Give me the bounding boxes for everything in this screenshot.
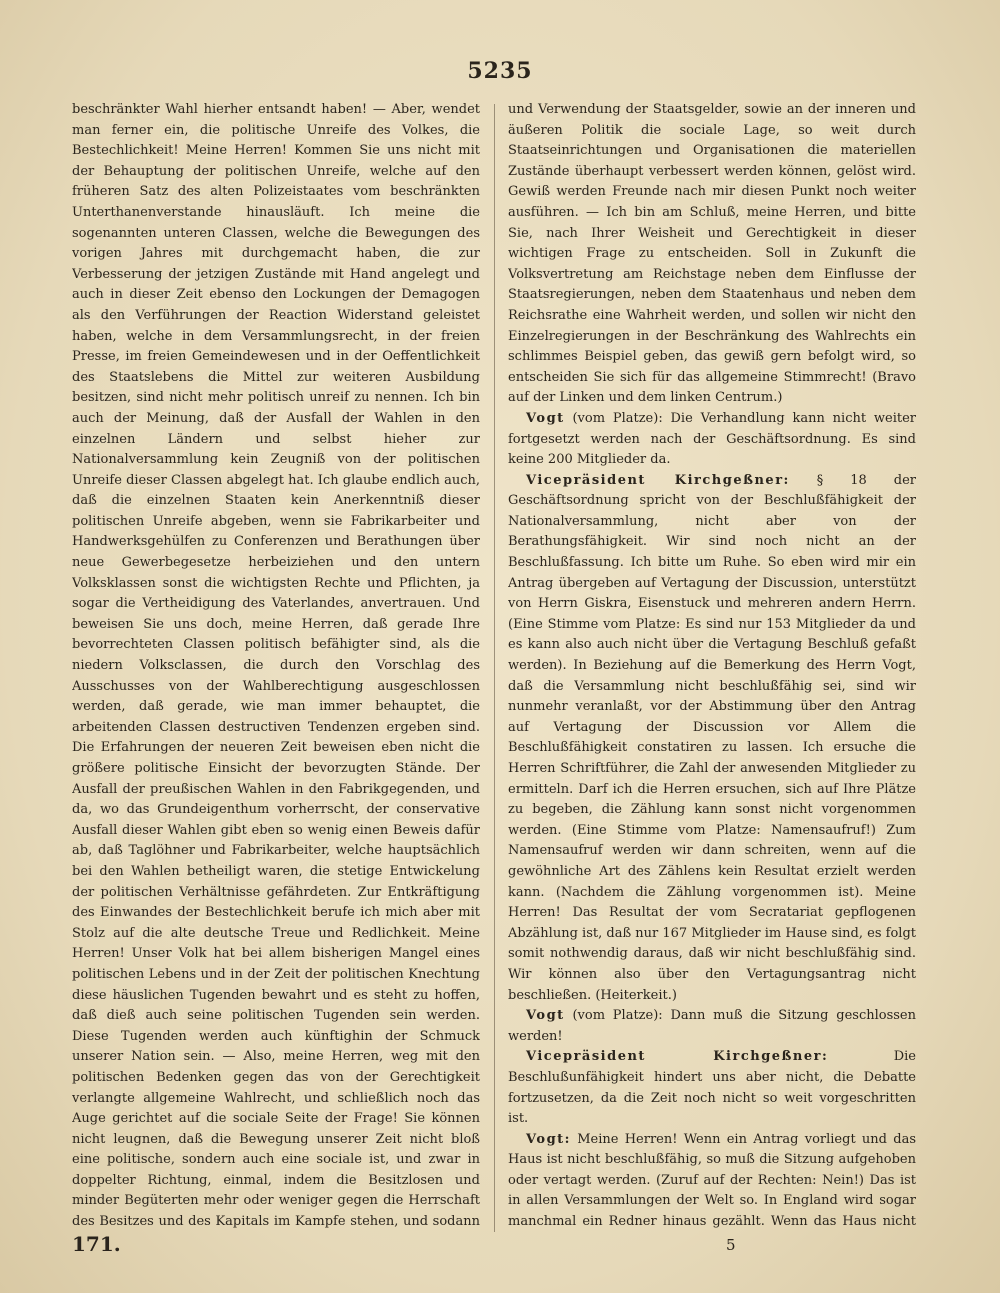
speaker-name: Vogt [526, 1008, 565, 1024]
speech-text: (vom Platze): Dann muß die Sitzung geschlossen werden! [508, 1008, 916, 1044]
speech-text: (vom Platze): Die Verhandlung kann nicht weiter fortgesetzt werden nach der Geschäftsordnung. Es sind keine 200 Mitglieder da. [508, 410, 916, 468]
speech-vogt [508, 1130, 916, 1230]
speech-text: Meine Herren! Wenn ein Antrag vorliegt und das Haus ist nicht beschlußfähig, so muß die Sitzung aufgehoben oder vertagt werden. (Zuruf auf der Rechten: Nein!) Das ist in allen Versammlungen der Welt so. In England wird sogar manchmal ein Redner hinaus gezählt. Wenn das Haus nicht [508, 1131, 916, 1230]
paragraph: beschränkter Wahl hierher entsandt haben! — Aber, wendet man ferner ein, die politische Unreife des Volkes, die Bestechlichkeit! Meine Herren! Kommen Sie uns nicht mit der Behauptung der politischen Unreife, welche auf den früheren Satz des alten Polizeistaates vom beschränkten Unterthanenverstande hinausläuft. Ich meine die sogenannten unteren Classen, welche die Bewegungen des vorigen Jahres mit durchgemacht haben, die zur Verbesserung der jetzigen Zustände mit Hand angelegt und auch in dieser Zeit ebenso den Lockungen der Demagogen als den Verführungen der Reaction Widerstand geleistet haben, welche in dem Versammlungsrecht, in der freien Presse, im freien Gemeindewesen und in der Oeffentlichkeit des Staatslebens die Mittel zur weiteren Ausbildung besitzen, sind nicht mehr politisch unreif zu nennen. Ich bin auch der Meinung, daß der Ausfall der Wahlen in den einzelnen Ländern und selbst hieher zur Nationalversammlung kein Zeugniß von der politischen Unreife dieser Classen abgelegt hat. Ich glaube endlich auch, daß die einzelnen Staaten kein Anerkenntniß dieser politischen Unreife abgeben, wenn sie Fabrikarbeiter und Handwerksgehülfen zu Conferenzen und Berathungen über neue Gewerbegesetze herbeiziehen und den untern Volksklassen sonst die wichtigsten Rechte und Pflichten, ja sogar die Vertheidigung des Vaterlandes, anvertrauen. Und beweisen Sie uns doch, meine Herren, daß gerade Ihre bevorrechteten Classen politisch befähigter sind, als die niedern Volksclassen, die durch den Vorschlag des Ausschusses von der Wahlberechtigung ausgeschlossen werden, daß gerade, wie man immer behauptet, die arbeitenden Classen destructiven Tendenzen ergeben sind. Die Erfahrungen der neueren Zeit beweisen eben nicht die größere politische Einsicht der bevorzugten Stände. Der Ausfall der preußischen Wahlen in den Fabrikgegenden, und da, wo das Grundeigenthum vorherrscht, der conservative Ausfall dieser Wahlen gibt eben so wenig einen Beweis dafür ab, daß Taglöhner und Fabrikarbeiter, welche hauptsächlich bei den Wahlen betheiligt waren, die stetige Entwickelung der politischen Verhältnisse gefährdeten. Zur Entkräftigung des Einwandes der Bestechlichkeit berufe ich mich aber mit Stolz auf die alte deutsche Treue und Redlichkeit. Meine Herren! Unser Volk hat bei allem bisherigen Mangel eines politischen Lebens und in der Zeit der politischen Knechtung diese häuslichen Tugenden bewahrt und es steht zu hoffen, daß dieß auch seine politischen Tugenden sein werden. Diese Tugenden werden auch künftighin der Schmuck unserer Nation sein. — Also, meine Herren, weg mit den politischen Bedenken gegen das von der Gerechtigkeit verlangte allgemeine Wahlrecht, und schließlich noch das Auge gerichtet auf die sociale Seite der Frage! Sie können nicht leugnen, daß die Bewegung unserer Zeit nicht bloß eine politische, sondern auch eine sociale ist, und zwar in doppelter Richtung, einmal, indem die Besitzlosen und minder Begüterten mehr oder weniger gegen die Herrschaft des Besitzes und des Kapitals im Kampfe stehen, und sodann [72, 102, 480, 1230]
speaker-name: Vogt [526, 410, 565, 426]
speech-text: Die Beschlußunfähigkeit hindert uns aber nicht, die Debatte fortzusetzen, da die Zeit noch nicht so weit vorgeschritten ist. [508, 1049, 916, 1127]
speech-vicepresident [508, 1047, 916, 1129]
speaker-name: Vogt: [526, 1131, 571, 1147]
right-column [508, 100, 916, 1230]
left-column [72, 100, 480, 1230]
speaker-name: Vicepräsident Kirchgeßner: [526, 472, 790, 488]
speech-vogt [508, 409, 916, 471]
signature-mark: 171. [72, 1232, 121, 1256]
quire-mark: 5 [726, 1236, 736, 1254]
column-divider [494, 104, 495, 1232]
speech-vogt [508, 1006, 916, 1047]
paragraph: und Verwendung der Staatsgelder, sowie an der inneren und äußeren Politik die sociale Lage, so weit durch Staatseinrichtungen und Organisationen die materiellen Zustände überhaupt verbessert werden können, gelöst wird. Gewiß werden Freunde nach mir diesen Punkt noch weiter ausführen. — Ich bin am Schluß, meine Herren, und bitte Sie, nach Ihrer Weisheit und Gerechtigkeit in dieser wichtigen Frage zu entscheiden. Soll in Zukunft die Volksvertretung am Reichstage neben dem Einflusse der Staatsregierungen, neben dem Staatenhaus und neben dem Reichsrathe eine Wahrheit werden, und sollen wir nicht den Einzelregierungen in der Beschränkung des Wahlrechts ein schlimmes Beispiel geben, das gewiß gern befolgt wird, so entscheiden Sie sich für das allgemeine Stimmrecht! (Bravo auf der Linken und dem linken Centrum.) [508, 102, 916, 406]
page-number: 5235 [467, 58, 533, 84]
speech-text: § 18 der Geschäftsordnung spricht von der Beschlußfähigkeit der Nationalversammlung, nicht aber von der Berathungsfähigkeit. Wir sind noch nicht an der Beschlußfassung. Ich bitte um Ruhe. So eben wird mir ein Antrag übergeben auf Vertagung der Discussion, unterstützt von Herrn Giskra, Eisenstuck und mehreren andern Herrn. (Eine Stimme vom Platze: Es sind nur 153 Mitglieder da und es kann also auch nicht über die Vertagung Beschluß gefaßt werden). In Beziehung auf die Bemerkung des Herrn Vogt, daß die Versammlung nicht beschlußfähig sei, sind wir nunmehr veranlaßt, vor der Abstimmung über den Antrag auf Vertagung der Discussion vor Allem die Beschlußfähigkeit constatiren zu lassen. Ich ersuche die Herren Schriftführer, die Zahl der anwesenden Mitglieder zu ermitteln. Darf ich die Herren ersuchen, sich auf Ihre Plätze zu begeben, die Zählung kann sonst nicht vorgenommen werden. (Eine Stimme vom Platze: Namensaufruf!) Zum Namensaufruf werden wir dann schreiten, wenn auf die gewöhnliche Art des Zählens kein Resultat erzielt werden kann. (Nachdem die Zählung vorgenommen ist). Meine Herren! Das Resultat der vom Secratariat gepflogenen Abzählung ist, daß nur 167 Mitglieder im Hause sind, es folgt somit nothwendig daraus, daß wir nicht beschlußfähig sind. Wir können also über den Vertagungsantrag nicht beschließen. (Heiterkeit.) [508, 472, 916, 1003]
speech-vicepresident [508, 471, 916, 1006]
speaker-name: Vicepräsident Kirchgeßner: [526, 1049, 829, 1065]
